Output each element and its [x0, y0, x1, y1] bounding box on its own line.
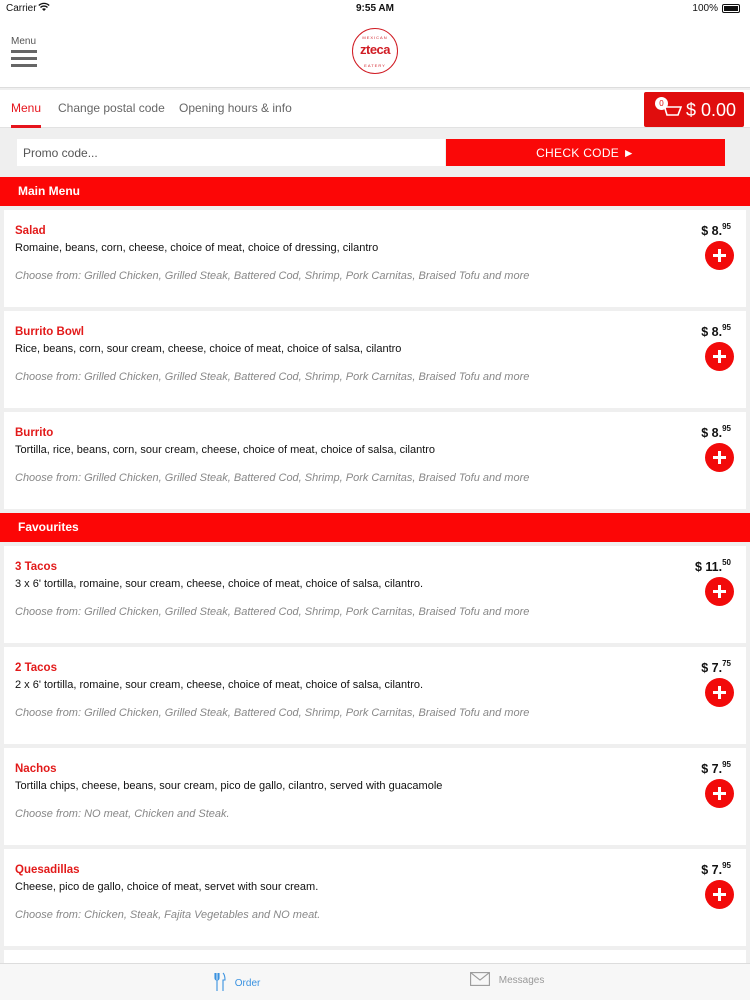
plus-icon-v	[718, 585, 721, 598]
tab-change-postal-code[interactable]: Change postal code	[58, 101, 165, 115]
section-header-favourites: Favourites	[0, 513, 750, 542]
menu-item	[4, 647, 746, 744]
tab-order[interactable]	[214, 972, 260, 994]
item-price	[701, 862, 731, 877]
plus-icon-v	[718, 350, 721, 363]
price-main: $ 7.	[701, 863, 723, 878]
item-price	[701, 660, 731, 675]
menu-item	[4, 210, 746, 307]
carrier-label: Carrier	[6, 3, 37, 14]
price-main: $ 7.	[701, 661, 723, 676]
item-name: Quesadillas	[15, 864, 80, 876]
menu-item	[4, 748, 746, 845]
item-price	[695, 559, 731, 574]
price-main: $ 8.	[701, 325, 723, 340]
bottom-tab-bar	[0, 963, 750, 1000]
status-bar	[0, 0, 750, 18]
item-name: Burrito	[15, 427, 54, 439]
price-cents: 95	[722, 323, 731, 332]
item-choices: Choose from: Grilled Chicken, Grilled Steak, Battered Cod, Shrimp, Pork Carnitas, Braised Tofu and more	[15, 472, 530, 484]
plus-icon-v	[718, 787, 721, 800]
envelope-icon	[470, 972, 490, 989]
logo-bottom-text: EATERY	[364, 63, 386, 68]
menu-item	[4, 412, 746, 509]
item-name: Salad	[15, 225, 46, 237]
add-to-cart-button[interactable]	[705, 577, 734, 606]
add-to-cart-button[interactable]	[705, 779, 734, 808]
hamburger-icon	[11, 50, 37, 53]
messages-label: Messages	[498, 975, 545, 986]
order-label: Order	[234, 978, 261, 989]
logo-top-text: MEXICAN	[362, 35, 388, 40]
battery-percent: 100%	[692, 3, 718, 14]
add-to-cart-button[interactable]	[705, 880, 734, 909]
item-price	[701, 425, 731, 440]
price-cents: 50	[722, 558, 731, 567]
plus-icon-v	[718, 686, 721, 699]
item-choices: Choose from: NO meat, Chicken and Steak.	[15, 808, 230, 820]
nav-bar	[0, 18, 750, 88]
item-description: Rice, beans, corn, sour cream, cheese, choice of meat, choice of salsa, cilantro	[15, 343, 402, 355]
check-code-button[interactable]: CHECK CODE ►	[446, 139, 725, 166]
item-price	[701, 223, 731, 238]
tab-menu[interactable]: Menu	[11, 101, 41, 128]
promo-code-input[interactable]	[17, 139, 445, 166]
price-cents: 95	[722, 861, 731, 870]
price-cents: 95	[722, 222, 731, 231]
item-choices: Choose from: Grilled Chicken, Grilled Steak, Battered Cod, Shrimp, Pork Carnitas, Braised Tofu and more	[15, 270, 530, 282]
cutlery-icon	[214, 972, 226, 995]
add-to-cart-button[interactable]	[705, 241, 734, 270]
item-choices: Choose from: Grilled Chicken, Grilled Steak, Battered Cod, Shrimp, Pork Carnitas, Braised Tofu and more	[15, 606, 530, 618]
item-name: 2 Tacos	[15, 662, 57, 674]
item-choices: Choose from: Grilled Chicken, Grilled Steak, Battered Cod, Shrimp, Pork Carnitas, Braised Tofu and more	[15, 371, 530, 383]
plus-icon-v	[718, 888, 721, 901]
tab-messages[interactable]	[470, 972, 544, 994]
item-description: Tortilla chips, cheese, beans, sour cream, pico de gallo, cilantro, served with guacamole	[15, 780, 443, 792]
hamburger-icon-bar	[11, 64, 37, 67]
price-main: $ 7.	[701, 762, 723, 777]
menu-item	[4, 849, 746, 946]
item-description: Cheese, pico de gallo, choice of meat, servet with sour cream.	[15, 881, 319, 893]
price-main: $ 8.	[701, 224, 723, 239]
item-price	[701, 761, 731, 776]
price-cents: 75	[722, 659, 731, 668]
item-description: Tortilla, rice, beans, corn, sour cream, cheese, choice of meat, choice of salsa, cilantro	[15, 444, 436, 456]
cart-total: $ 0.00	[686, 100, 737, 120]
item-choices: Choose from: Chicken, Steak, Fajita Vegetables and NO meat.	[15, 909, 321, 921]
section-header-main-menu: Main Menu	[0, 177, 750, 206]
hamburger-menu-button[interactable]	[11, 36, 45, 72]
clock: 9:55 AM	[356, 3, 394, 14]
item-name: 3 Tacos	[15, 561, 57, 573]
cart-button[interactable]	[644, 92, 744, 127]
plus-icon-v	[718, 249, 721, 262]
menu-item	[4, 311, 746, 408]
battery-icon	[722, 4, 740, 13]
tabs-bar	[0, 90, 750, 128]
item-description: Romaine, beans, corn, cheese, choice of meat, choice of dressing, cilantro	[15, 242, 379, 254]
hamburger-icon-bar	[11, 57, 37, 60]
menu-item-partial	[4, 950, 746, 963]
item-price	[701, 324, 731, 339]
price-main: $ 8.	[701, 426, 723, 441]
price-main: $ 11.	[694, 560, 723, 575]
cart-count-badge: 0	[655, 97, 668, 110]
logo-name: zteca	[359, 42, 391, 57]
item-name: Burrito Bowl	[15, 326, 84, 338]
add-to-cart-button[interactable]	[705, 443, 734, 472]
brand-logo	[352, 28, 398, 74]
item-description: 2 x 6' tortilla, romaine, sour cream, cheese, choice of meat, choice of salsa, cilantro.	[15, 679, 424, 691]
item-choices: Choose from: Grilled Chicken, Grilled Steak, Battered Cod, Shrimp, Pork Carnitas, Braised Tofu and more	[15, 707, 530, 719]
promo-row	[17, 139, 725, 166]
tab-opening-hours[interactable]: Opening hours & info	[179, 101, 292, 115]
add-to-cart-button[interactable]	[705, 342, 734, 371]
menu-label: Menu	[11, 36, 37, 47]
menu-item	[4, 546, 746, 643]
price-cents: 95	[722, 760, 731, 769]
add-to-cart-button[interactable]	[705, 678, 734, 707]
item-name: Nachos	[15, 763, 57, 775]
item-description: 3 x 6' tortilla, romaine, sour cream, cheese, choice of meat, choice of salsa, cilantro.	[15, 578, 424, 590]
plus-icon-v	[718, 451, 721, 464]
price-cents: 95	[722, 424, 731, 433]
